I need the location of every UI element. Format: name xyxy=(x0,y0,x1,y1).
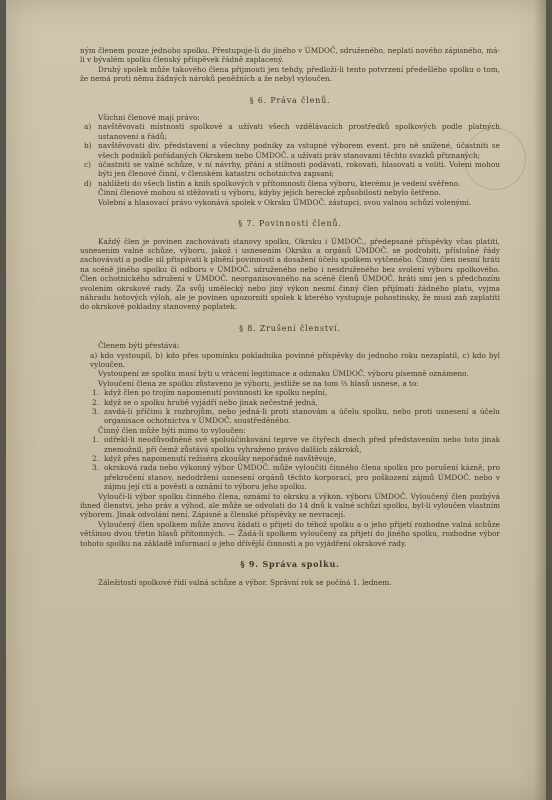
list-item xyxy=(80,122,500,141)
document-body xyxy=(80,46,500,587)
section-9-heading: § 9. Správa spolku. xyxy=(240,559,340,570)
section-7-heading: § 7. Povinnosti členů. xyxy=(238,219,342,229)
list-marker: 2. xyxy=(92,454,99,464)
list-marker: 3. xyxy=(92,407,99,416)
section-6-paragraph-2: Volební a hlasovací právo vykonává spolek v Okrsku ÚMDOČ. zástupci, svou valnou schůzí volenými. xyxy=(98,197,472,207)
list-text: zavdá-li příčinu k rozbrojům, nebo jedná-li proti stanovám a účelu spolku, nebo proti usnesení a účelu organisace ochotnictva v ÚMDOČ. soustředěného. xyxy=(104,407,500,426)
intro-paragraph-1: ným členem pouze jednoho spolku. Přestupuje-li do jiného v ÚMDOČ, sdruženého, neplatí nového zápisného, má-li v bývalém spolku členský příspěvek řádně zaplacený. xyxy=(80,46,500,65)
list-marker: 1. xyxy=(92,435,99,445)
list-item xyxy=(80,398,500,407)
list-marker: 3. xyxy=(92,463,99,473)
list-item xyxy=(80,388,500,397)
list-marker: 1. xyxy=(92,388,99,398)
section-8-paragraph-1: Vystoupení ze spolku musí býti u vrácení legitimace a odznaku ÚMDOČ. výboru písemně oznámeno. xyxy=(98,369,469,379)
list-marker: d) xyxy=(84,178,92,188)
list-text: nahlížeti do všech listin a knih spolkových v přítomnosti člena výboru, kterému je vedení svěřeno. xyxy=(98,178,461,188)
section-6-paragraph-1: Činní členové mohou si stěžovati u výboru, kdyby jejich herecké způsobilosti nebylo šetřeno. xyxy=(98,188,441,198)
list-marker: b) xyxy=(84,141,92,151)
list-text: když se o spolku hrubě vyjádří nebo jinak nečestně jedná, xyxy=(104,397,318,407)
section-8-paragraph-5: Vyloučený člen spolkem může znovu žádati o přijetí do téhož spolku a o jeho přijetí rozhodne valná schůze většinou dvou třetin hlasů přítomných. — Žádá-li spolkem vyloučený za přijetí do jiného spolku, rozhodne výbor tohoto spolku na základě informací o jeho dřívější činnosti a po vyjádření okrskové rady. xyxy=(80,519,500,548)
list-item xyxy=(80,160,500,179)
list-item xyxy=(80,463,500,491)
list-text: navštěvovati místnosti spolkové a užívati všech vzdělávacích prostředků spolkových podle platných ustanovení a řádů; xyxy=(98,122,500,141)
list-marker: c) xyxy=(84,160,91,170)
section-8-lead: Členem býti přestává: xyxy=(98,341,180,351)
intro-paragraph-2: Druhý spolek může takového člena přijmouti jen tehdy, předloží-li tento potvrzení předešlého spolku o tom, že nemá proti němu žádných nároků peněžních a že nebyl vyloučen. xyxy=(80,64,500,84)
section-9-text: Záležitosti spolkové řídí valná schůze a výbor. Správní rok se počíná 1. lednem. xyxy=(98,577,392,587)
page-edge-shadow xyxy=(534,0,546,800)
list-item xyxy=(80,435,500,454)
section-7-text: Každý člen je povinen zachovávati stanovy spolku, Okrsku i ÚMDOČ., předepsané příspěvky včas platiti, usnesením valné schůze, výboru, jakož i usnesením Okrsku a orgánů ÚMDOČ. se podrobiti, příslušné řády zachovávati a podle sil přispívati k plnění povinností a dosažení účelu spolkem vytčeného. Činný člen nesmí hráti na scéně jiného spolku či odboru v ÚMDOČ. sdruženého nebo i nesdruženého bez svolení výboru spolkového. Člen ochotnického sdružení v ÚMDOČ. neorganisovaného na scéně členů ÚMDOČ. hráti smí jen s předchozím svolením okrskové rady. Za svůj umělecký nebo jiný výkon nesmí činný člen přijímati žádného platu, vyjma náhradu hotových výloh, ale je povinen upozorniti spolek k kterého vystupuje pohostinsky, že musí zaň zaplatiti do okrskové pokladny stanovený poplatek. xyxy=(80,236,500,312)
section-8-paragraph-2: Vyloučení člena ze spolku zůstaveno je výboru, jestliže se na tom ⅔ hlasů usnese, a to: xyxy=(98,378,419,388)
list-marker: a) xyxy=(84,122,92,132)
list-text: když přes napomenutí režiséra zkoušky nepořádně navštěvuje, xyxy=(104,454,337,464)
list-item xyxy=(80,407,500,426)
list-text: navštěvovati div. představení a všechny podniky za vstupné výborem event. pro ně snížené, účastniti se všech podniků pořádaných Okrskem nebo ÚMDOČ. a užívati práv stanovami těchto svazků přiznaných; xyxy=(98,141,500,160)
list-text: účastniti se valné schůze, v ní návrhy, přání a stížnosti podávati, rokovati, hlasovati a voliti. Voleni mohou býti jen členové činní, v členském katastru ochotnictva zapsaní; xyxy=(98,160,500,179)
list-marker: 2. xyxy=(92,397,99,407)
section-8-heading: § 8. Zrušení členství. xyxy=(239,323,341,333)
section-6-lead: Všichni členové mají právo: xyxy=(98,113,200,123)
list-item xyxy=(80,454,500,463)
section-8-paragraph-4: Vyloučí-li výbor spolku činného člena, oznámí to okrsku a výkon. výboru ÚMDOČ. Vyloučený člen pozbývá ihned členství, jeho práv a výhod, ale může se odvolati do 14 dnů k valné schůzi spolku, byl-li vyloučen vlastním výborem. Jinak odvolání není. Zápisné a členské příspěvky se nevracejí. xyxy=(80,491,500,520)
list-text: odřekl-li neodůvodněně své spoluúčinkování teprve ve čtyřech dnech před představením nebo toto jinak znemožnil, při čemž zůstává spolku vyhraženo právo dalších zákroků, xyxy=(104,435,500,454)
list-text: okrsková rada nebo výkonný výbor ÚMDOČ. může vyloučiti činného člena spolku pro porušení kázně, pro překročení stanov, nedodržení usnesení orgánů těchto korporací, pro poškození zájmů ÚMDOČ. nebo v zájmu její cti a pověsti a oznámí to výboru jeho spolku. xyxy=(104,463,500,492)
list-item xyxy=(80,179,500,188)
section-8-paragraph-3: Činný člen může býti mimo to vyloučen: xyxy=(98,425,246,435)
section-6-heading: § 6. Práva členů. xyxy=(249,95,331,105)
section-8-lead-list: a) kdo vystoupil, b) kdo přes upomínku pokladníka povinné příspěvky do jednoho roku nezaplatil, c) kdo byl vyloučen. xyxy=(90,350,500,369)
list-text: když člen po trojím napomenutí povinnosti ke spolku neplní, xyxy=(104,388,328,398)
list-item xyxy=(80,141,500,160)
document-page xyxy=(6,0,546,800)
